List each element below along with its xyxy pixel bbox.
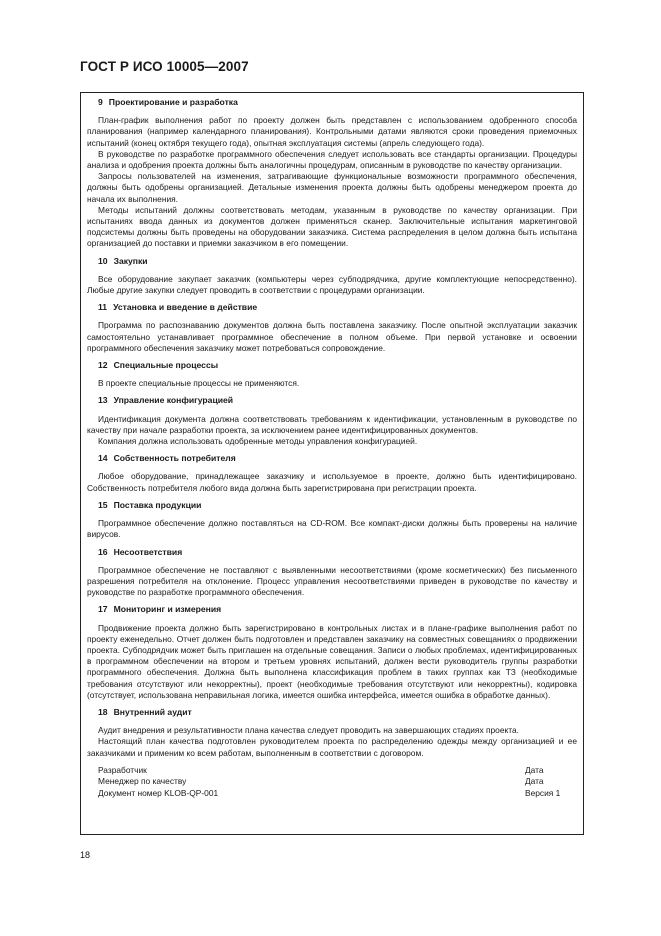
section-heading xyxy=(98,97,577,108)
section-12 xyxy=(87,360,577,389)
paragraph: План-график выполнения работ по проекту должен быть представлен с использованием одобренного способа планирования (например календарного планирования). Контрольными датами являются сроки проведения приемочных испытаний (конец октября текущего года), опытная эксплуатация системы (апрель следующего года). xyxy=(87,115,577,148)
paragraph: Продвижение проекта должно быть зарегистрировано в контрольных листах и в плане-графике выполнения работ по проекту еженедельно. Отчет должен быть подготовлен и представлен заказчику на совместных совещаниях о продвижении проекта. Субподрядчик может быть приглашен на отдельные совещания. Записи о любых проблемах, идентифицированных в программном обеспечении на втором и третьем уровнях испытаний, должен вести руководитель группы разработки программного обеспечения. Должна быть выполнена классификация проблем в таких группах как ТЗ (необходимые требования отсутствуют или некорректны), проект (необходимые требования отсутствуют или некорректны), кодировка (отсутствует, использована неправильная логика, имеется ошибка интерфейса, имеется ошибка в обработке данных). xyxy=(87,622,577,700)
section-13 xyxy=(87,395,577,447)
signature-label: Документ номер KLOB-QP-001 xyxy=(98,787,219,798)
section-10 xyxy=(87,256,577,297)
paragraph: В проекте специальные процессы не применяются. xyxy=(98,378,300,389)
section-number: 14 xyxy=(98,453,108,464)
section-16 xyxy=(87,547,577,599)
section-11 xyxy=(87,302,577,354)
section-heading xyxy=(98,395,577,406)
section-number: 15 xyxy=(98,499,108,510)
section-14 xyxy=(87,453,577,494)
paragraph: Все оборудование закупает заказчик (компьютеры через субподрядчика, другие комплектующие непосредственно). Любые другие закупки следует проводить в соответствии с процедурами организации. xyxy=(87,273,577,296)
paragraph: Идентификация документа должна соответствовать требованиям к идентификации, установленным в руководстве по качеству при начале разработки проекта, за исключением ранее идентифицированных документов. xyxy=(87,413,577,435)
section-title: Установка и введение в действие xyxy=(113,302,258,313)
signature-block xyxy=(87,765,569,799)
section-title: Управление конфигурацией xyxy=(113,395,234,406)
document-header: ГОСТ Р ИСО 10005—2007 xyxy=(80,59,249,74)
section-number: 13 xyxy=(98,395,108,406)
signature-value: Дата xyxy=(525,764,544,775)
section-heading xyxy=(98,707,577,718)
section-heading xyxy=(98,604,577,615)
paragraph: Программное обеспечение не поставляют с выявленными несоответствиями (кроме косметических) без письменного разрешения потребителя на отклонение. Процесс управления несоответствиями приведен в руководстве по качеству и руководстве по разработке программного обеспечения. xyxy=(87,564,577,598)
section-heading xyxy=(98,302,577,313)
section-15 xyxy=(87,500,577,541)
paragraph: Программное обеспечение должно поставляться на CD-ROM. Все компакт-диски должны быть проверены на наличие вирусов. xyxy=(87,518,577,540)
section-title: Несоответствия xyxy=(113,546,183,557)
section-title: Собственность потребителя xyxy=(113,453,236,464)
section-9 xyxy=(87,97,577,250)
section-number: 16 xyxy=(98,546,108,557)
signature-row xyxy=(98,788,569,799)
section-title: Закупки xyxy=(113,255,148,266)
section-17 xyxy=(87,604,577,701)
section-18 xyxy=(87,707,577,759)
section-number: 18 xyxy=(98,706,108,717)
signature-row xyxy=(98,776,569,787)
section-number: 10 xyxy=(98,255,108,266)
section-heading xyxy=(98,256,577,267)
signature-label: Менеджер по качеству xyxy=(98,776,187,787)
paragraph: Любое оборудование, принадлежащее заказчику и используемое в проекте, должно быть идентифицировано. Собственность потребителя любого вида должна быть зарегистрирована при регистрации проекта. xyxy=(87,471,577,493)
section-heading xyxy=(98,547,577,558)
section-title: Мониторинг и измерения xyxy=(113,604,222,615)
signature-value: Дата xyxy=(525,776,544,787)
paragraph: Компания должна использовать одобренные методы управления конфигурацией. xyxy=(98,436,418,447)
section-number: 9 xyxy=(98,97,103,107)
section-title: Проектирование и разработка xyxy=(108,97,238,107)
signature-value: Версия 1 xyxy=(525,787,561,798)
signature-row xyxy=(98,765,569,776)
section-heading xyxy=(98,500,577,511)
section-number: 12 xyxy=(98,360,108,371)
paragraph: Методы испытаний должны соответствовать методам, указанным в руководстве по качеству организации. При испытаниях ввода данных из документов должен применяться сканер. Заключительные испытания маркетинговой подсистемы должны быть проведены на оборудовании заказчика. Система распределения в целом должна быть испытана организацией до поставки и приемки заказчиком в его помещении. xyxy=(87,204,577,249)
section-heading xyxy=(98,453,577,464)
section-title: Внутренний аудит xyxy=(113,706,192,717)
section-number: 11 xyxy=(98,302,108,313)
document-content xyxy=(87,97,577,799)
section-title: Поставка продукции xyxy=(113,499,202,510)
paragraph: Программа по распознаванию документов должна быть поставлена заказчику. После опытной эксплуатации заказчик самостоятельно устанавливает программное обеспечение в полном объеме. При первой установке и освоении программного обеспечения заказчику может потребоваться сопровождение. xyxy=(87,320,577,353)
section-heading xyxy=(98,360,577,371)
page-number: 18 xyxy=(80,850,91,860)
section-number: 17 xyxy=(98,604,108,615)
paragraph: В руководстве по разработке программного обеспечения следует использовать все стандарты организации. Процедуры анализа и одобрения проекта должны быть аналогичны процедурам, описанным в руководстве по качеству организации. xyxy=(87,148,577,171)
section-title: Специальные процессы xyxy=(113,360,219,371)
paragraph: Запросы пользователей на изменения, затрагивающие функциональные возможности программного обеспечения, должны быть одобрены организацией. Детальные изменения проекта должны быть одобрены менеджером проекта до начала их выполнения. xyxy=(87,171,577,204)
paragraph: Настоящий план качества подготовлен руководителем проекта по распределению одежды между организацией и ее заказчиками и применим ко всем работам, выполненным в соответствии с договором. xyxy=(87,736,577,758)
signature-label: Разработчик xyxy=(98,764,147,775)
paragraph: Аудит внедрения и результативности плана качества следует проводить на завершающих стадиях проекта. xyxy=(98,725,519,736)
